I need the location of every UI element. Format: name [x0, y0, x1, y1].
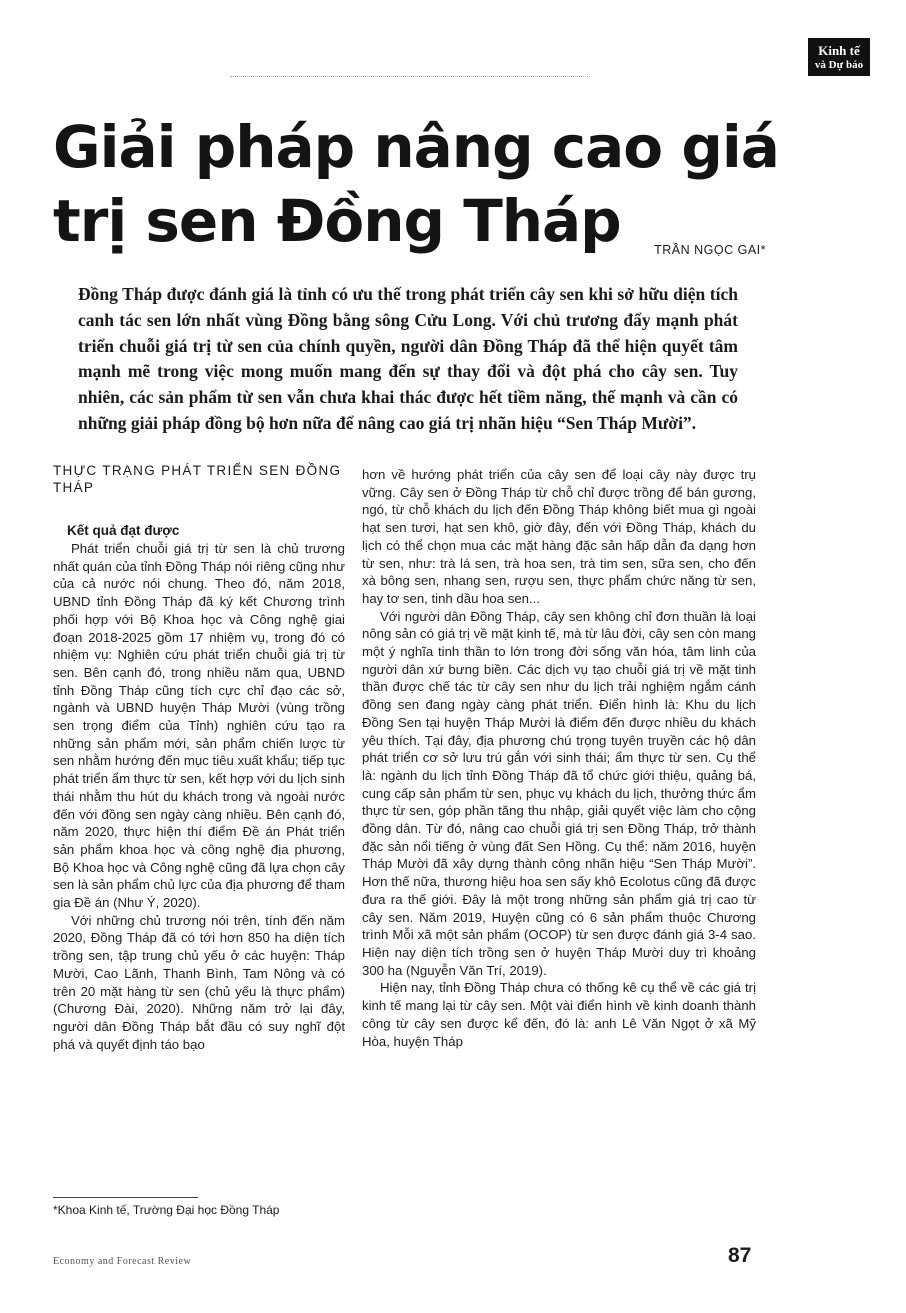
header-dotted-rule — [230, 76, 590, 77]
right-column — [362, 466, 756, 1050]
article-title: Giải pháp nâng cao giá trị sen Đồng Tháp — [53, 113, 779, 255]
paragraph: Với những chủ trương nói trên, tính đến năm 2020, Đồng Tháp đã có tới hơn 850 ha diện tích trồng sen, tập trung chủ yếu ở các huyện: Tháp Mười, Cao Lãnh, Thanh Bình, Tam Nông và có trên 20 mặt hàng từ sen (chủ yếu là thực phẩm) (Chương Đài, 2020). Những năm trở lại đây, người dân Đồng Tháp bắt đầu có suy nghĩ đột phá và quyết định táo bạo — [53, 912, 345, 1052]
paragraph: Với người dân Đồng Tháp, cây sen không chỉ đơn thuần là loại nông sản có giá trị về mặt kinh tế, mà từ lâu đời, cây sen còn mang một ý nghĩa tinh thần to lớn trong đời sống văn hóa, tâm linh của người dân xứ bưng biền. Các dịch vụ tạo chuỗi giá trị về mặt tinh thần được chế tác từ cây sen như du lịch trải nghiệm ngắm cánh đồng sen đang ngày càng phát triển. Điển hình là: Khu du lịch Đồng Sen tại huyện Tháp Mười là điểm đến được nhiều du khách yêu thích. Tại đây, địa phương chú trọng tuyên truyền các hộ dân phát triển cơ sở lưu trú gắn với sinh thái; ẩm thực từ sen. Cụ thể là: ngành du lịch tỉnh Đồng Tháp đã tổ chức giới thiệu, quảng bá, cung cấp sản phẩm từ sen, phục vụ khách du lịch, thưởng thức ẩm thực từ sen, góp phần tăng thu nhập, giải quyết việc làm cho cộng đồng dân. Từ đó, nâng cao chuỗi giá trị sen Đồng Tháp, trở thành đặc sản nổi tiếng ở vùng đất Sen Hồng. Cụ thể: năm 2016, huyện Tháp Mười đã xây dựng thành công nhãn hiệu “Sen Tháp Mười”. Hơn thế nữa, thương hiệu hoa sen sấy khô Ecolotus cũng đã được đưa ra thế giới. Đây là một trong những sản phẩm giá trị cao từ cây sen. Năm 2019, Huyện cũng có 6 sản phẩm thuộc Chương trình Mỗi xã một sản phẩm (OCOP) từ sen được đánh giá 3-4 sao. Hiện nay diện tích trồng sen ở huyện Tháp Mười duy trì khoảng 300 ha (Nguyễn Văn Trí, 2019). — [362, 608, 756, 978]
footnote: *Khoa Kinh tế, Trường Đại học Đồng Tháp — [53, 1203, 280, 1217]
footnote-divider — [53, 1197, 198, 1198]
paragraph: hơn về hướng phát triển của cây sen để loại cây này được trụ vững. Cây sen ở Đồng Tháp từ chỗ chỉ được trồng để bán gương, ngó, từ chỗ khách du lịch đến Đồng Tháp không biết mua gì ngoài hạt sen tươi, hạt sen khô, giờ đây, đến với Đồng Tháp, khách du lịch có thể chọn mua các mặt hàng đặc sản hấp dẫn đa dạng hơn từ sen, như: trà lá sen, trà hoa sen, trà tim sen, sữa sen, cho đến xà bông sen, nhang sen, rượu sen, thực phẩm chức năng từ sen, hay tơ sen, tinh dầu hoa sen... — [362, 467, 756, 606]
author-name: TRẦN NGỌC GAI* — [654, 243, 766, 257]
paragraph: Hiện nay, tỉnh Đồng Tháp chưa có thống kê cụ thể về các giá trị kinh tế mang lại từ cây sen. Một vài điển hình về kinh doanh thành công từ cây sen được kể đến, đó là: anh Lê Văn Ngọt ở xã Mỹ Hòa, huyện Tháp — [362, 980, 756, 1049]
sub-heading: Kết quả đạt được — [67, 523, 180, 538]
badge-line-1: Kinh tế — [818, 43, 860, 58]
article-abstract: Đồng Tháp được đánh giá là tỉnh có ưu thế trong phát triển cây sen khi sở hữu diện tích canh tác sen lớn nhất vùng Đồng bằng sông Cửu Long. Với chủ trương đẩy mạnh phát triển chuỗi giá trị từ sen của chính quyền, người dân Đồng Tháp đã thể hiện quyết tâm mạnh mẽ trong việc mong muốn mang đến sự thay đổi và đột phá cho cây sen. Tuy nhiên, các sản phẩm từ sen vẫn chưa khai thác được hết tiềm năng, thế mạnh và cần có những giải pháp đồng bộ hơn nữa để nâng cao giá trị nhãn hiệu “Sen Tháp Mười”. — [78, 284, 738, 433]
paragraph: Phát triển chuỗi giá trị từ sen là chủ trương nhất quán của tỉnh Đồng Tháp nói riêng cũng như của cả nước nói chung. Theo đó, năm 2018, UBND tỉnh Đồng Tháp đã ký kết Chương trình phối hợp với Bộ Khoa học và Công nghệ giai đoạn 2018-2025 gồm 17 nhiệm vụ, trong đó có nhiệm vụ: Nghiên cứu phát triển chuỗi giá trị từ sen. Bên cạnh đó, trong nhiều năm qua, UBND tỉnh Đồng Tháp cũng tích cực chỉ đạo các sở, ngành và UBND huyện Tháp Mười (vùng trồng sen trọng điểm của Tỉnh) nghiên cứu tạo ra những sản phẩm mới, sản phẩm chiến lược từ sen nhằm hướng đến mục tiêu xuất khẩu; tiếp tục phát triển ẩm thực từ sen, kết hợp với du lịch sinh thái nhằm thu hút du khách trong và ngoài nước đến với đồng sen ngày càng nhiều. Bên cạnh đó, năm 2020, thực hiện thí điểm Đề án Phát triển sản phẩm khoa học và công nghệ địa phương, Bộ Khoa học và Công nghệ cũng đã lựa chọn cây sen là sản phẩm chủ lực của địa phương để tham gia Đề án (Như Ý, 2020). — [53, 541, 345, 911]
journal-badge — [808, 38, 870, 76]
badge-line-2: và Dự báo — [814, 59, 864, 71]
journal-name: Economy and Forecast Review — [53, 1256, 192, 1267]
section-heading: THỰC TRẠNG PHÁT TRIỂN SEN ĐỒNG THÁP — [53, 463, 342, 495]
left-column — [53, 462, 345, 1053]
page-number: 87 — [728, 1244, 752, 1267]
